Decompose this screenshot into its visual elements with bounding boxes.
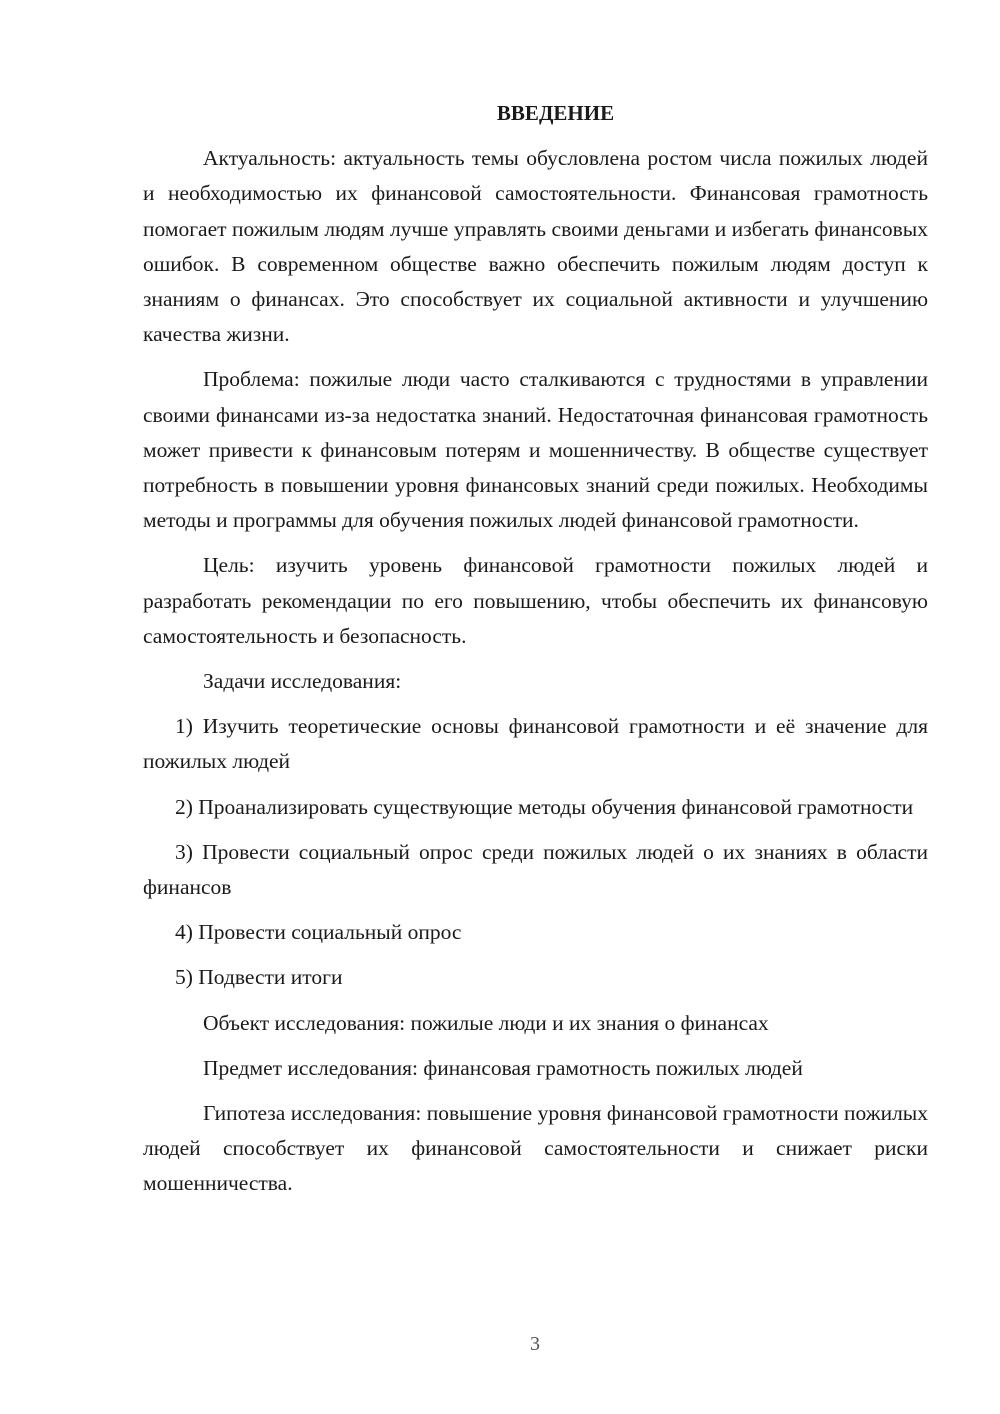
task-item-2: 2) Проанализировать существующие методы обучения финансовой грамотности [175,794,914,819]
task-item-1: 1) Изучить теоретические основы финансовой грамотности и её значение для пожилых людей [143,714,928,774]
goal-paragraph: Цель: изучить уровень финансовой грамотности пожилых людей и разработать рекомендации по его повышению, чтобы обеспечить их финансовую самостоятельность и безопасность. [143,553,928,648]
hypothesis-paragraph: Гипотеза исследования: повышение уровня финансовой грамотности пожилых людей способствует их финансовой самостоятельности и снижает риски мошенничества. [143,1101,928,1196]
document-page [143,96,928,1212]
section-heading: ВВЕДЕНИЕ [496,101,615,125]
task-item-4: 4) Провести социальный опрос [175,920,462,945]
problem-paragraph: Проблема: пожилые люди часто сталкиваются с трудностями в управлении своими финансами из-за недостатка знаний. Недостаточная финансовая грамотность может привести к финансовым потерям и мошенничеству. В обществе существует потребность в повышении уровня финансовых знаний среди пожилых. Необходимы методы и программы для обучения пожилых людей финансовой грамотности. [143,367,928,533]
tasks-title: Задачи исследования: [203,669,402,694]
subject-paragraph: Предмет исследования: финансовая грамотность пожилых людей [203,1055,803,1080]
relevance-paragraph: Актуальность: актуальность темы обусловлена ростом числа пожилых людей и необходимостью их финансовой самостоятельности. Финансовая грамотность помогает пожилым людям лучше управлять своими деньгами и избегать финансовых ошибок. В современном обществе важно обеспечить пожилым людям доступ к знаниям о финансах. Это способствует их социальной активности и улучшению качества жизни. [143,146,928,347]
object-paragraph: Объект исследования: пожилые люди и их знания о финансах [203,1010,769,1035]
task-item-3: 3) Провести социальный опрос среди пожилых людей о их знаниях в области финансов [143,839,928,900]
task-item-5: 5) Подвести итоги [175,965,343,990]
page-number: 3 [530,1333,540,1355]
